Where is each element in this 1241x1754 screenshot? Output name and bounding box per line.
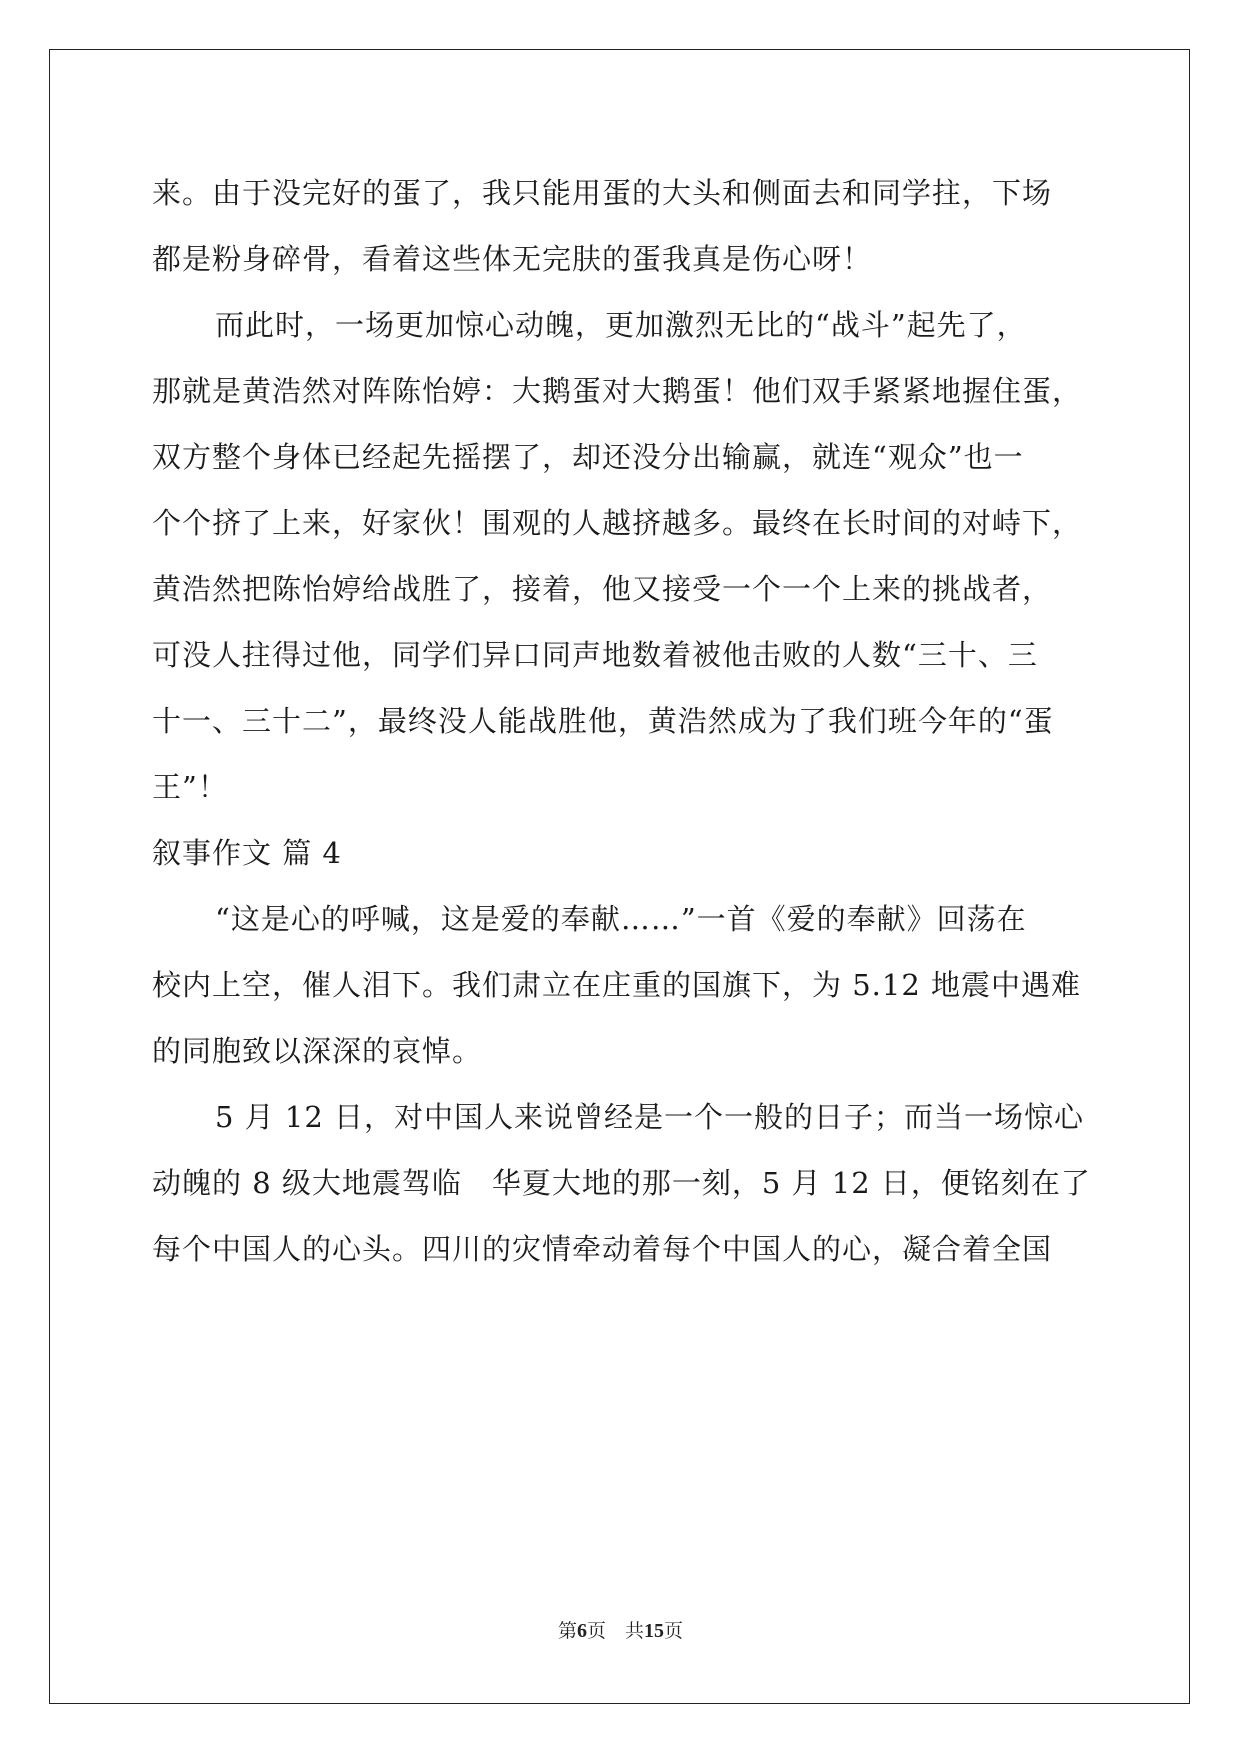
text-line: 都是粉身碎骨，看着这些体无完肤的蛋我真是伤心呀！ <box>152 242 873 276</box>
text-line: 而此时，一场更加惊心动魄，更加激烈无比的“战斗”起先了， <box>215 308 1027 342</box>
current-page-number: 6 <box>576 1620 587 1642</box>
text-line: 王”！ <box>152 770 228 804</box>
text-line: “这是心的呼喊，这是爱的奉献……”一首《爱的奉献》回荡在 <box>215 902 1027 936</box>
footer-prefix: 第 <box>557 1621 577 1642</box>
text-line: 的同胞致以深深的哀悼。 <box>152 1034 483 1068</box>
text-line: 校内上空，催人泪下。我们肃立在庄重的国旗下，为 5.12 地震中遇难 <box>152 968 1082 1002</box>
text-line: 那就是黄浩然对阵陈怡婷：大鹅蛋对大鹅蛋！他们双手紧紧地握住蛋， <box>152 374 1083 408</box>
total-page-number: 15 <box>644 1620 664 1642</box>
footer-suffix: 页 <box>664 1621 684 1642</box>
document-body <box>152 160 1092 1282</box>
text-line: 5 月 12 日，对中国人来说曾经是一个一般的日子；而当一场惊心 <box>215 1100 1085 1134</box>
footer-middle: 页 共 <box>586 1621 644 1642</box>
text-line: 个个挤了上来，好家伙！围观的人越挤越多。最终在长时间的对峙下， <box>152 506 1083 540</box>
text-line: 来。由于没完好的蛋了，我只能用蛋的大头和侧面去和同学拄，下场 <box>152 176 1053 210</box>
text-line: 每个中国人的心头。四川的灾情牵动着每个中国人的心，凝合着全国 <box>152 1232 1053 1266</box>
page-footer <box>0 1619 1241 1644</box>
text-line: 黄浩然把陈怡婷给战胜了，接着，他又接受一个一个上来的挑战者， <box>152 572 1053 606</box>
text-line: 十一、三十二”，最终没人能战胜他，黄浩然成为了我们班今年的“蛋 <box>152 704 1054 738</box>
text-line: 动魄的 8 级大地震驾临 华夏大地的那一刻，5 月 12 日，便铭刻在了 <box>152 1166 1091 1200</box>
text-line: 可没人拄得过他，同学们异口同声地数着被他击败的人数“三十、三 <box>152 638 1038 672</box>
text-line: 双方整个身体已经起先摇摆了，却还没分出输赢，就连“观众”也一 <box>152 440 1024 474</box>
section-heading: 叙事作文 篇 4 <box>152 836 342 870</box>
